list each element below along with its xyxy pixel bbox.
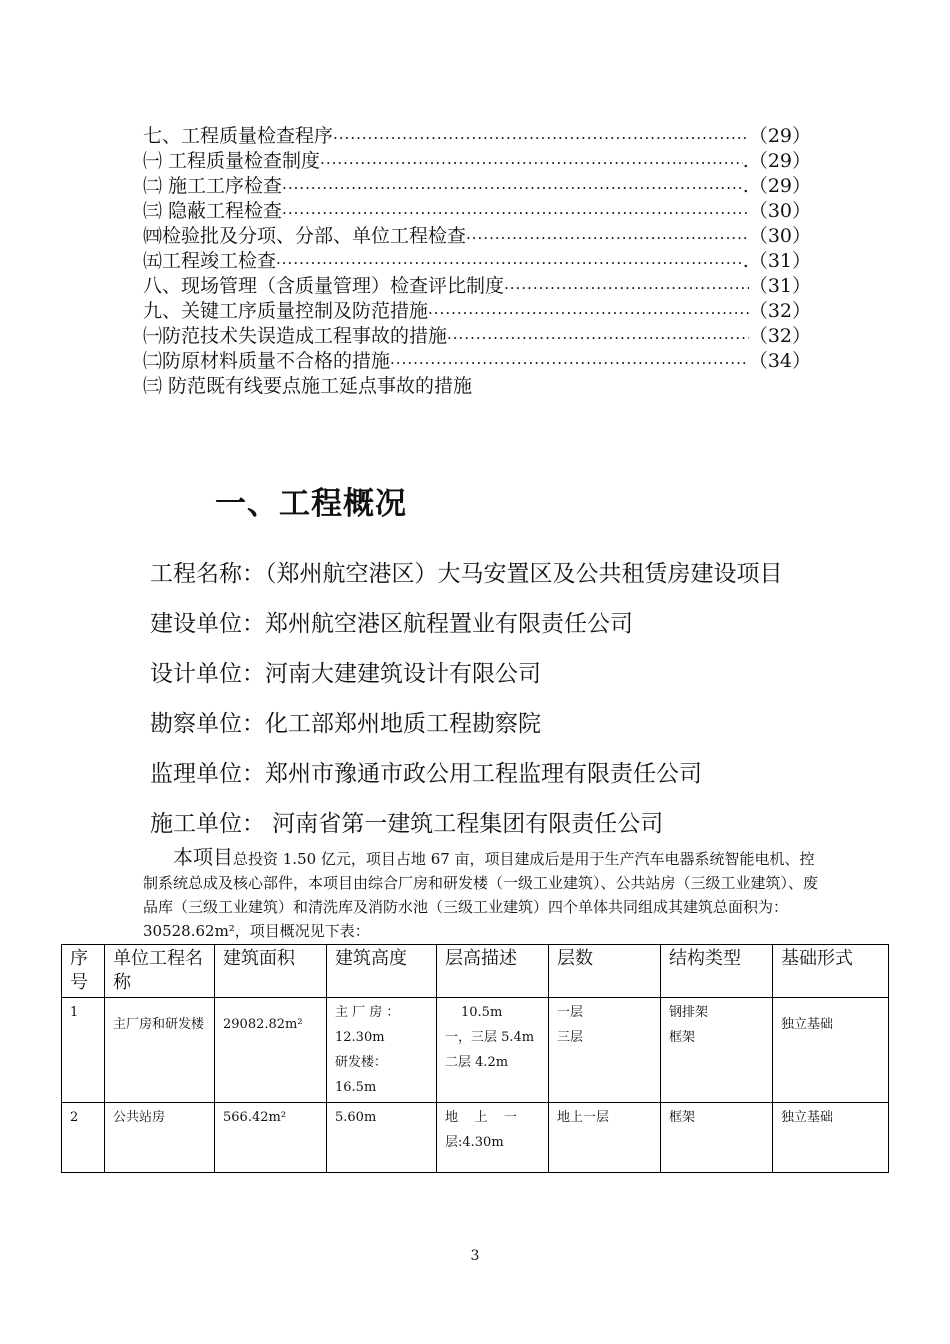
toc-label: 七、工程质量检查程序 (143, 125, 334, 147)
toc-page: .（31） (742, 250, 811, 272)
toc-leader (504, 277, 749, 299)
height-line: 12.30m (335, 1030, 385, 1045)
cell-area: 566.42m² (215, 1103, 327, 1173)
toc-page: .（29） (742, 150, 811, 172)
header-cell: 单位工程名称 (105, 945, 215, 998)
toc-entry[interactable] (143, 324, 811, 349)
survey-line: 勘察单位：化工部郑州地质工程勘察院 (150, 711, 541, 737)
section-heading: 一、工程概况 (215, 486, 407, 522)
floors-line: 一层 (557, 1005, 584, 1020)
table-row (62, 998, 889, 1103)
desc-line: 二层 4.2m (445, 1055, 509, 1070)
project-name-line: 工程名称：（郑州航空港区）大马安置区及公共租赁房建设项目 (150, 561, 783, 587)
toc-leader (320, 152, 743, 174)
header-cell: 建筑高度 (327, 945, 437, 998)
toc-label: ㈠ 工程质量检查制度 (143, 150, 321, 172)
toc-entry[interactable] (143, 149, 811, 174)
toc-entry[interactable] (143, 374, 811, 399)
toc-label: 九、关键工序质量控制及防范措施 (143, 300, 429, 322)
toc-label: ㈤工程竣工检查 (143, 250, 277, 272)
toc-label: ㈢ 防范既有线要点施工延点事故的措施 (143, 375, 473, 397)
toc-leader (333, 127, 749, 149)
desc-line: 一，三层 5.4m (445, 1030, 535, 1045)
page-number: 3 (470, 1248, 480, 1264)
desc-line: 地 上 一 (445, 1110, 518, 1125)
contractor-line: 施工单位： 河南省第一建筑工程集团有限责任公司 (150, 811, 664, 837)
cell-structure: 框架 (661, 1103, 773, 1173)
toc-label: 八、现场管理（含质量管理）检查评比制度 (143, 275, 505, 297)
paragraph-text: 总投资 1.50 亿元，项目占地 67 亩，项目建成后是用于生产汽车电器系统智能电机、控制系统总成及核心部件，本项目由综合厂房和研发楼（一级工业建筑）、公共站房（三级工业建筑）、废品库（三级工业建筑）和清洗库及消防水池（三级工业建筑）四个单体共同组成其建筑总面积为：30528.62m²，项目概况见下表： (143, 850, 819, 940)
table-row (62, 1103, 889, 1173)
toc-label: ㈢ 隐蔽工程检查 (143, 200, 283, 222)
toc-leader (390, 352, 749, 374)
header-cell: 序号 (62, 945, 105, 998)
toc-leader (276, 252, 743, 274)
project-description (143, 845, 823, 943)
toc-label: ㈡ 施工工序检查 (143, 175, 283, 197)
header-cell: 建筑面积 (215, 945, 327, 998)
cell-height (327, 998, 437, 1103)
cell-desc (437, 1103, 549, 1173)
project-overview-table (61, 944, 889, 1173)
toc-entry[interactable] (143, 124, 811, 149)
toc-entry[interactable] (143, 224, 811, 249)
toc-page: （30） (748, 200, 811, 222)
toc-label: ㈣检验批及分项、分部、单位工程检查 (143, 225, 467, 247)
designer-line: 设计单位：河南大建建筑设计有限公司 (150, 661, 541, 687)
header-cell: 基础形式 (773, 945, 889, 998)
toc-leader (466, 227, 749, 249)
cell-area: 29082.82m² (215, 998, 327, 1103)
table-header-row (62, 945, 889, 998)
cell-no: 1 (62, 998, 105, 1103)
toc-entry[interactable] (143, 349, 811, 374)
toc-page: （30） (748, 225, 811, 247)
desc-line: 层:4.30m (445, 1135, 504, 1150)
cell-height: 5.60m (327, 1103, 437, 1173)
structure-line: 钢排架 (669, 1005, 709, 1020)
header-cell: 层高描述 (437, 945, 549, 998)
cell-desc (437, 998, 549, 1103)
cell-foundation: 独立基础 (773, 998, 889, 1103)
cell-name: 主厂房和研发楼 (105, 998, 215, 1103)
desc-line: 10.5m (461, 1005, 503, 1020)
toc-entry[interactable] (143, 199, 811, 224)
structure-line: 框架 (669, 1030, 696, 1045)
toc-entry[interactable] (143, 299, 811, 324)
cell-floors: 地上一层 (549, 1103, 661, 1173)
height-line: 研发楼：16.5m (335, 1055, 388, 1095)
toc-page: （31） (748, 275, 811, 297)
toc-leader (282, 202, 749, 224)
toc-label: ㈠防范技术失误造成工程事故的措施 (143, 325, 448, 347)
supervisor-line: 监理单位：郑州市豫通市政公用工程监理有限责任公司 (150, 761, 702, 787)
floors-line: 三层 (557, 1030, 584, 1045)
toc-leader (428, 302, 749, 324)
developer-line: 建设单位：郑州航空港区航程置业有限责任公司 (150, 611, 633, 637)
cell-floors (549, 998, 661, 1103)
toc-leader (282, 177, 743, 199)
cell-no: 2 (62, 1103, 105, 1173)
paragraph-lead: 本项目 (173, 845, 233, 869)
toc-page: .（29） (742, 175, 811, 197)
project-info (150, 555, 783, 855)
cell-name: 公共站房 (105, 1103, 215, 1173)
toc-entry[interactable] (143, 249, 811, 274)
toc-label: ㈡防原材料质量不合格的措施 (143, 350, 391, 372)
header-cell: 结构类型 (661, 945, 773, 998)
toc-entry[interactable] (143, 274, 811, 299)
toc-page: （34） (748, 350, 811, 372)
height-line: 主 厂 房 ： (335, 1005, 400, 1020)
header-cell: 层数 (549, 945, 661, 998)
toc-page: （32） (748, 300, 811, 322)
cell-foundation: 独立基础 (773, 1103, 889, 1173)
cell-structure (661, 998, 773, 1103)
toc-leader (447, 327, 749, 349)
toc-page: （32） (748, 325, 811, 347)
toc-entry[interactable] (143, 174, 811, 199)
toc-page: （29） (748, 125, 811, 147)
table-of-contents (143, 124, 811, 399)
